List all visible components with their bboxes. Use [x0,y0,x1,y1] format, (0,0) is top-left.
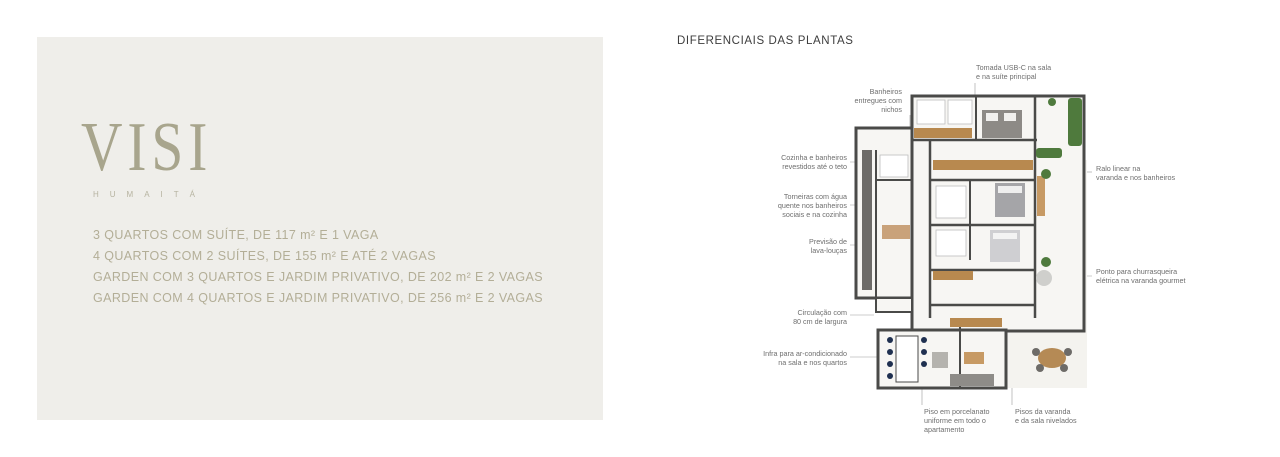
callout-cozinha: Cozinha e banheiros revestidos até o teto [781,153,847,171]
feature-item: 4 QUARTOS COM 2 SUÍTES, DE 155 m² E ATÉ 2 VAGAS [93,249,436,263]
callout-tomada: Tomada USB-C na sala e na suíte principal [976,63,1052,81]
callout-torneiras: Torneiras com água quente nos banheiros sociais e na cozinha [777,192,847,219]
callout-pisos-varanda: Pisos da varanda e da sala nivelados [1015,407,1077,425]
feature-item: GARDEN COM 4 QUARTOS E JARDIM PRIVATIVO, DE 256 m² E 2 VAGAS [93,291,544,305]
callout-piso: Piso em porcelanato uniforme em todo o apartamento [924,407,990,434]
callout-churrasqueira: Ponto para churrasqueira elétrica na varanda gourmet [1096,267,1186,285]
callout-circulacao: Circulação com 80 cm de largura [793,308,847,326]
brand-subtitle: HUMAITÁ [93,190,206,199]
brand-logo: VISI [81,109,213,186]
callout-ralo: Ralo linear na varanda e nos banheiros [1096,164,1176,182]
differentials-title: DIFERENCIAIS DAS PLANTAS [677,35,854,47]
callout-banheiros: Banheiros entregues com nichos [854,87,902,114]
callout-lava-loucas: Previsão de lava-louças [809,237,847,255]
feature-item: 3 QUARTOS COM SUÍTE, DE 117 m² E 1 VAGA [93,228,379,242]
feature-item: GARDEN COM 3 QUARTOS E JARDIM PRIVATIVO, DE 202 m² E 2 VAGAS [93,270,544,284]
callout-infra: Infra para ar-condicionado na sala e nos quartos [763,349,847,367]
